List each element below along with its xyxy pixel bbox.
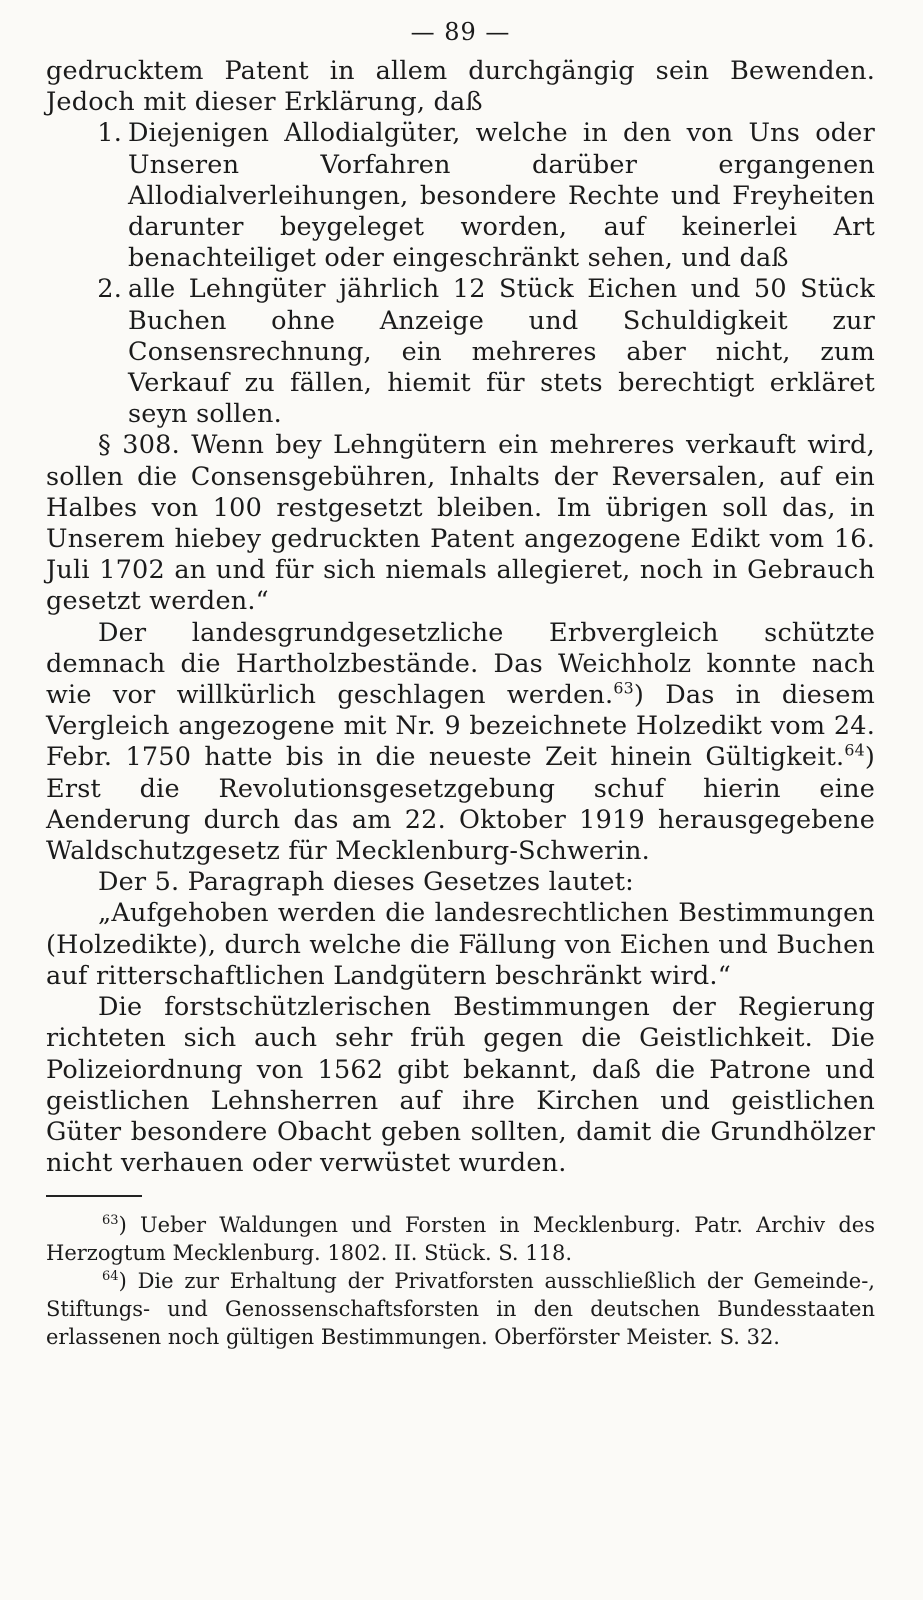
enumerated-item-1 — [46, 118, 875, 274]
item-number: 1. — [97, 118, 122, 149]
text-segment: ) Das in diesem Vergleich angezogene mit Nr. 9 bezeichnete Holzedikt vom 24. Febr. 1750 hatte bis in die neueste Zeit hinein Gültigkeit. — [46, 680, 875, 773]
text-segment: Der landesgrundgesetzliche Erbvergleich schützte demnach die Hartholzbestände. Das Weichholz konnte nach wie vor willkürlich geschlagen werden. — [46, 617, 875, 711]
footnote-mark: 63 — [102, 1213, 119, 1229]
paragraph-continuation: gedrucktem Patent in allem durchgängig sein Bewenden. Jedoch mit dieser Erklärung, daß — [46, 56, 875, 118]
item-number: 2. — [97, 274, 122, 305]
paragraph-law-intro: Der 5. Paragraph dieses Gesetzes lautet: — [98, 867, 634, 898]
footnote-text: ) Die zur Erhaltung der Privatforsten ausschließlich der Gemeinde-, Stiftungs- und Genossenschaftsforsten in den deutschen Bundesstaaten erlassenen noch gültigen Bestimmungen. Oberförster Meister. S. 32. — [46, 1269, 875, 1350]
item-text: Diejenigen Allodialgüter, welche in den von Uns oder Unseren Vorfahren darüber ergangenen Allodialverleihungen, besondere Rechte und Freyheiten darunter beygeleget worden, auf keinerlei Art benachteiliget oder eingeschränkt sehen, und daß — [128, 118, 875, 274]
block-quote: „Aufgehoben werden die landesrechtlichen Bestimmungen (Holzedikte), durch welche die Fällung von Eichen und Buchen auf ritterschaftlichen Landgütern beschränkt wird.“ — [46, 898, 875, 991]
paragraph-erbvergleich — [46, 618, 875, 868]
footnote-64 — [46, 1267, 875, 1351]
paragraph-section-308: § 308. Wenn bey Lehngütern ein mehreres verkauft wird, sollen die Consensgebühren, Inhalts der Reversalen, auf ein Halbes von 100 restgesetzt bleiben. Im übrigen soll das, in Unserem hiebey gedruckten Patent angezogene Edikt vom 16. Juli 1702 an und für sich niemals allegieret, noch in Gebrauch gesetzt werden.“ — [46, 430, 875, 617]
body-text — [46, 56, 875, 1179]
footnote-reference: 63 — [613, 678, 634, 698]
paragraph-clergy: Die forstschützlerischen Bestimmungen der Regierung richteten sich auch sehr früh gegen die Geistlichkeit. Die Polizeiordnung von 1562 gibt bekannt, daß die Patrone und geistlichen Lehnsherren auf ihre Kirchen und geistlichen Güter besondere Obacht geben sollten, damit die Grundhölzer nicht verhauen oder verwüstet wurden. — [46, 992, 875, 1179]
footnote-mark: 64 — [102, 1269, 119, 1285]
item-text: alle Lehngüter jährlich 12 Stück Eichen und 50 Stück Buchen ohne Anzeige und Schuldigkeit zur Consensrechnung, ein mehreres aber nicht, zum Verkauf zu fällen, hiemit für stets berechtigt erkläret seyn sollen. — [128, 274, 875, 430]
footnotes — [46, 1211, 875, 1351]
enumerated-item-2 — [46, 274, 875, 430]
footnote-text: ) Ueber Waldungen und Forsten in Mecklenburg. Patr. Archiv des Herzogtum Mecklenburg. 1802. II. Stück. S. 118. — [46, 1213, 875, 1266]
footnote-63 — [46, 1211, 875, 1267]
page-number: — 89 — — [410, 18, 511, 46]
text-segment: ) Erst die Revolutionsgesetzgebung schuf hierin eine Aenderung durch das am 22. Oktober 1919 herausgegebene Waldschutzgesetz für Mecklenburg-Schwerin. — [46, 742, 875, 867]
footnote-divider — [46, 1195, 142, 1197]
footnote-reference: 64 — [844, 740, 865, 760]
